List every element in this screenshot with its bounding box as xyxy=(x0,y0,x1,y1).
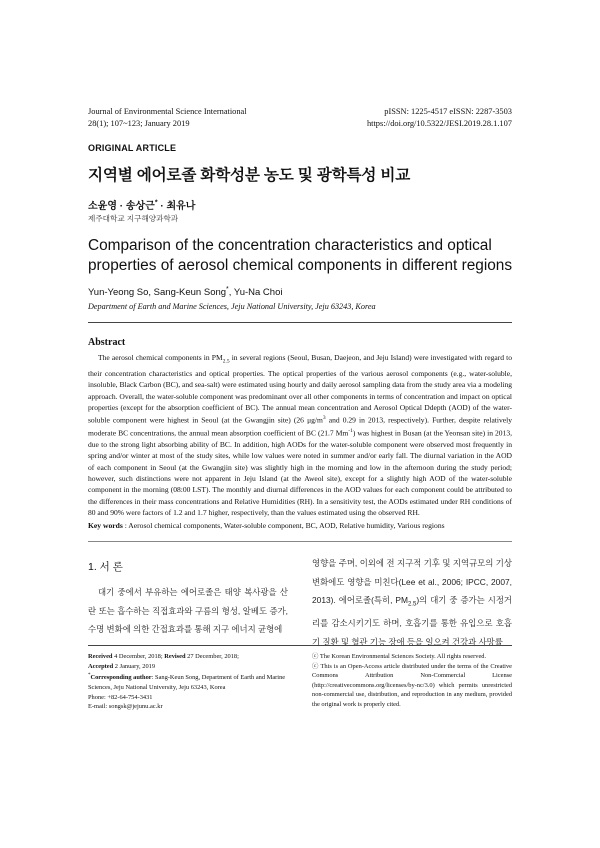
english-authors-part1: Yun-Yeong So, Sang-Keun Song xyxy=(88,287,227,299)
divider-top xyxy=(88,322,512,323)
revised-date: 27 December, 2018; xyxy=(185,653,239,660)
accepted-label: Accepted xyxy=(88,662,114,670)
divider-footnote xyxy=(88,645,512,646)
copyright-notice: ⓒ The Korean Environmental Sciences Society. All rights reserved. xyxy=(312,653,487,660)
abstract-heading: Abstract xyxy=(88,337,126,348)
keywords-text: : Aerosol chemical components, Water-soluble component, BC, AOD, Relative humidity, Various regions xyxy=(122,521,445,530)
keywords-label: Key words xyxy=(88,521,123,530)
korean-authors-part2: · 최유나 xyxy=(157,201,196,212)
korean-authors xyxy=(88,197,195,212)
email[interactable]: E-mail: songsk@jejunu.ac.kr xyxy=(88,703,163,711)
revised-label: Revised xyxy=(164,653,186,660)
abstract-text-1: The aerosol chemical components in PM xyxy=(98,353,223,362)
journal-header-right xyxy=(367,106,512,130)
body-right-text-a: 영향을 주며, 이외에 전 지구적 기후 및 지역규모의 기상 변화에도 영향을 미친다(Lee et al., 2006; IPCC, 2007, 2013). 에어로졸(특히, PM xyxy=(312,558,512,606)
body-column-right xyxy=(312,554,512,652)
abstract-sub-1: 2.5 xyxy=(222,358,230,365)
korean-title: 지역별 에어로졸 화학성분 농도 및 광학특성 비교 xyxy=(88,167,411,184)
doi-link[interactable]: https://doi.org/10.5322/JESI.2019.28.1.107 xyxy=(366,119,512,128)
abstract-text-2: in several regions (Seoul, Busan, Daejeon, and Jeju Island) were investigated with regard to their concentration characteristics and optical properties. The optical properties of the various aerosol components (e.g., water-soluble, insoluble, Black Carbon (BC), and sea-salt) were estimated using hourly and daily aerosol sampling data from the study area via a modeling approach. Overall, the water-soluble component was predominant over all other components in terms of concentration and impact on optical properties (except for the absorption coefficient of BC). The annual mean concentration and Aerosol Optical Ddepth (AOD) of the water-soluble component were highest in Seoul (at the Gwangjin site) (26 μg/m xyxy=(88,353,513,425)
abstract-text-3: and 0.29 in 2013, respectively). Further, despite relatively moderate BC concentrations, the annual mean absorption coefficient of BC (21.7 Mm xyxy=(88,415,512,438)
divider-middle xyxy=(88,541,512,542)
keywords xyxy=(88,521,512,530)
volume-info: 28(1); 107~123; January 2019 xyxy=(88,119,190,128)
section-heading: 1. 서 론 xyxy=(88,561,123,573)
english-title: Comparison of the concentration characteristics and optical properties of aerosol chemical components in different regions xyxy=(88,237,513,274)
korean-corr-mark: * xyxy=(154,199,158,207)
license-notice: ⓒ This is an Open-Access article distributed under the terms of the Creative Commons Attribution Non-Commercial License (http://creativecommons.org/licenses/by-nc/3.0) which permits unrestricted non-commercial use, distribution, and reproduction in any medium, provided the original work is properly cited. xyxy=(312,662,512,708)
body-column-left xyxy=(88,583,288,639)
abstract-sup-2: -1 xyxy=(348,428,353,435)
journal-header-left xyxy=(88,106,247,130)
dates-line1 xyxy=(88,652,298,662)
accepted-date: 2 January, 2019 xyxy=(113,662,156,670)
corr-label: Corresponding author xyxy=(90,674,152,682)
issn: pISSN: 1225-4517 eISSN: 2287-3503 xyxy=(384,107,512,116)
corr-text: : Sang-Keun Song, Department of Earth and Marine Sciences, Jeju National University, Jeju 63243, Korea xyxy=(88,674,286,691)
english-affiliation: Department of Earth and Marine Sciences, Jeju National University, Jeju 63243, Korea xyxy=(88,302,376,311)
abstract-body xyxy=(88,352,512,518)
english-corr-mark: * xyxy=(226,286,229,293)
body-right-sub: 2.5 xyxy=(407,601,417,608)
article-type: ORIGINAL ARTICLE xyxy=(88,143,177,153)
corresponding-author xyxy=(88,671,298,692)
korean-authors-part1: 소윤영 · 송상근 xyxy=(88,201,155,212)
footnote-right xyxy=(312,652,512,710)
abstract-sup-1: 3 xyxy=(322,415,326,422)
received-label: Received xyxy=(88,653,113,660)
korean-affiliation: 제주대학교 지구해양과학과 xyxy=(88,214,179,223)
body-right-text-b: )의 대기 중 증가는 시정거리를 감소시키기도 하며, 호흡기를 통한 유입으로 호흡기 질환 및 혈관 기능 장애 등을 일으켜 건강과 사망률 xyxy=(312,595,512,648)
english-authors xyxy=(88,286,282,298)
corr-mark: * xyxy=(88,673,91,679)
body-left-text: 대기 중에서 부유하는 에어로졸은 태양 복사광을 산란 또는 흡수하는 직접효과와 구름의 형성, 알베도 증가, 수명 변화에 의한 간접효과를 통해 지구 에너지 균형에 xyxy=(88,587,288,635)
dates-line2 xyxy=(88,662,298,672)
phone: Phone: +82-64-754-3431 xyxy=(88,693,153,701)
received-date: 4 December, 2018; xyxy=(112,653,165,660)
journal-name: Journal of Environmental Science International xyxy=(88,107,247,116)
english-authors-part2: , Yu-Na Choi xyxy=(228,287,283,299)
footnote-left xyxy=(88,652,298,712)
abstract-text-4: ) was highest in Busan (at the Yeonsan site) in 2013, due to the strong light absorbing ability of BC. In addition, high AODs for the water-soluble component were observed most frequently in spring and/or winter at most of the study sites, while low values were noted in summer and/or early fall. The diurnal variation in the AOD of each component in Seoul (at the Gwangjin site) was slightly high in the morning and low in the afternoon during the study period; however, such distinctions were not apparent in Jeju Island (at the Aweol site), except for a slightly high AOD of the water-soluble component in the morning (08:00 LST). The monthly and diurnal differences in the AOD values for each component could be attributed to the differences in their mass concentrations and Relative Humidities (RH). In a sensitivity test, the AODs estimated under RH conditions of 80 and 90% were factors of 1.2 and 1.7 higher, respectively, than the values estimated using the observed RH. xyxy=(88,428,512,517)
